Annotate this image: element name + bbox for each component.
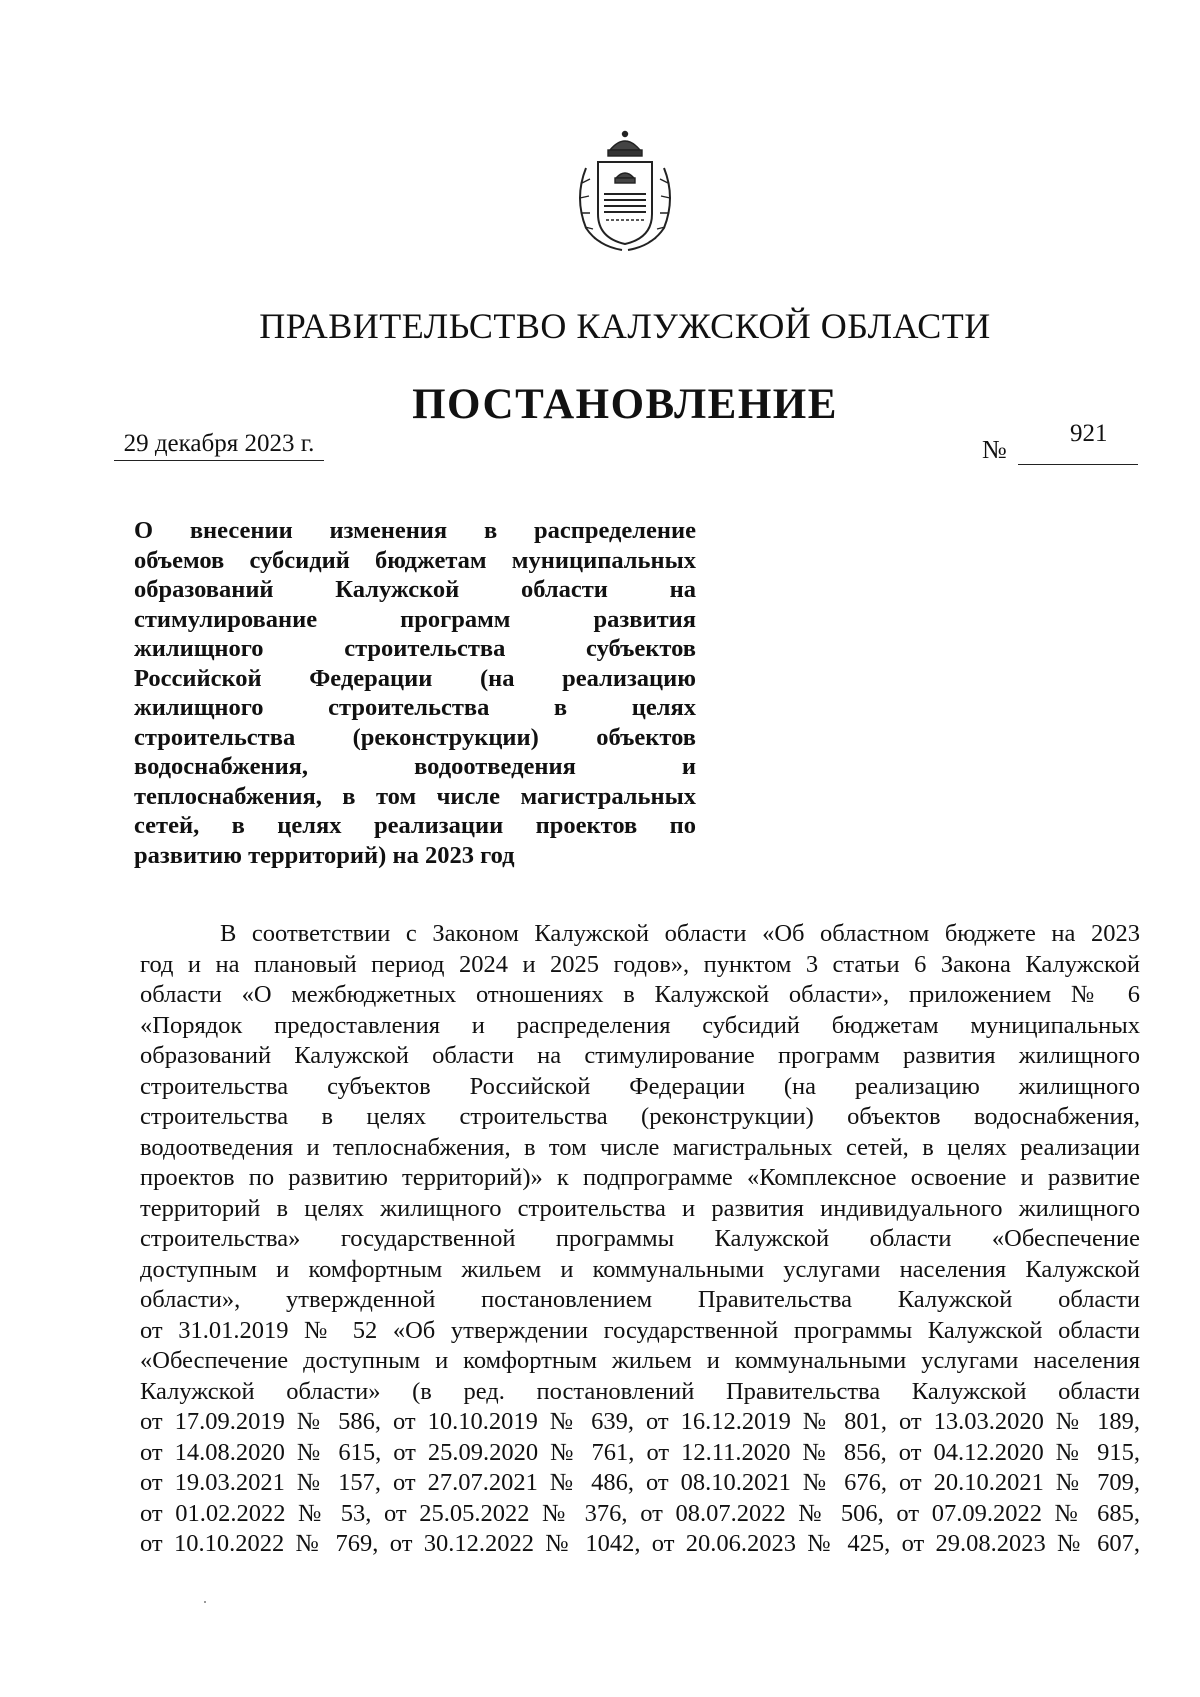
body-line: от 31.01.2019 № 52 «Об утверждении государственной программы Калужской области xyxy=(140,1316,1140,1344)
body-line: год и на плановый период 2024 и 2025 годов», пунктом 3 статьи 6 Закона Калужской xyxy=(140,950,1140,978)
body-line: В соответствии с Законом Калужской области «Об областном бюджете на 2023 xyxy=(220,920,1140,947)
body-line: области», утвержденной постановлением Правительства Калужской области xyxy=(140,1286,1140,1313)
body-line: строительства в целях строительства (реконструкции) объектов водоснабжения, xyxy=(140,1103,1140,1130)
subject-line: стимулирование программ развития xyxy=(134,605,696,633)
subject-line: строительства (реконструкции) объектов xyxy=(134,723,696,751)
body-line: от 19.03.2021 № 157, от 27.07.2021 № 486, от 08.10.2021 № 676, от 20.10.2021 № 709, xyxy=(140,1469,1140,1496)
subject-line: О внесении изменения в распределение xyxy=(134,517,696,544)
subject-line: жилищного строительства субъектов xyxy=(134,635,696,662)
body-line: от 01.02.2022 № 53, от 25.05.2022 № 376, от 08.07.2022 № 506, от 07.09.2022 № 685, xyxy=(140,1499,1140,1527)
body-line: строительства субъектов Российской Федерации (на реализацию жилищного xyxy=(140,1072,1140,1100)
body-line: территорий в целях жилищного строительства и развития индивидуального жилищного xyxy=(140,1194,1140,1222)
subject-line: Российской Федерации (на реализацию xyxy=(134,664,696,692)
body-line: «Обеспечение доступным и комфортным жильем и коммунальными услугами населения xyxy=(140,1347,1140,1374)
body-line: водоотведения и теплоснабжения, в том числе магистральных сетей, в целях реализации xyxy=(140,1133,1140,1161)
document-type: ПОСТАНОВЛЕНИЕ xyxy=(412,381,838,428)
body-line: от 14.08.2020 № 615, от 25.09.2020 № 761, от 12.11.2020 № 856, от 04.12.2020 № 915, xyxy=(140,1438,1140,1466)
body-line: от 10.10.2022 № 769, от 30.12.2022 № 1042, от 20.06.2023 № 425, от 29.08.2023 № 607, xyxy=(140,1530,1140,1557)
scan-dot xyxy=(204,1601,206,1603)
subject-line: образований Калужской области на xyxy=(134,576,696,603)
body-line: образований Калужской области на стимулирование программ развития жилищного xyxy=(140,1042,1140,1069)
document-body xyxy=(140,919,1140,1560)
body-line: Калужской области» (в ред. постановлений Правительства Калужской области xyxy=(140,1377,1140,1405)
body-line: строительства» государственной программы Калужской области «Обеспечение xyxy=(140,1225,1140,1252)
subject-line: жилищного строительства в целях xyxy=(134,694,696,721)
subject-line: сетей, в целях реализации проектов по xyxy=(134,812,696,839)
number-underline xyxy=(1018,464,1138,465)
organization-title: ПРАВИТЕЛЬСТВО КАЛУЖСКОЙ ОБЛАСТИ xyxy=(259,306,991,346)
body-line: доступным и комфортным жильем и коммунальными услугами населения Калужской xyxy=(140,1255,1140,1283)
document-subject xyxy=(134,516,696,870)
subject-line: объемов субсидий бюджетам муниципальных xyxy=(134,546,696,574)
subject-line: развитию территорий) на 2023 год xyxy=(134,841,515,869)
subject-line: водоснабжения, водоотведения и xyxy=(134,753,696,780)
coat-of-arms-icon xyxy=(566,128,684,256)
document-date: 29 декабря 2023 г. xyxy=(114,430,324,461)
number-label: № xyxy=(982,435,1007,464)
body-line: «Порядок предоставления и распределения субсидий бюджетам муниципальных xyxy=(140,1011,1140,1039)
body-line: области «О межбюджетных отношениях в Калужской области», приложением № 6 xyxy=(140,981,1140,1008)
subject-line: теплоснабжения, в том числе магистральных xyxy=(134,782,696,810)
document-number: 921 xyxy=(1070,420,1108,447)
body-line: от 17.09.2019 № 586, от 10.10.2019 № 639, от 16.12.2019 № 801, от 13.03.2020 № 189, xyxy=(140,1408,1140,1435)
body-line: проектов по развитию территорий)» к подпрограмме «Комплексное освоение и развитие xyxy=(140,1164,1140,1191)
